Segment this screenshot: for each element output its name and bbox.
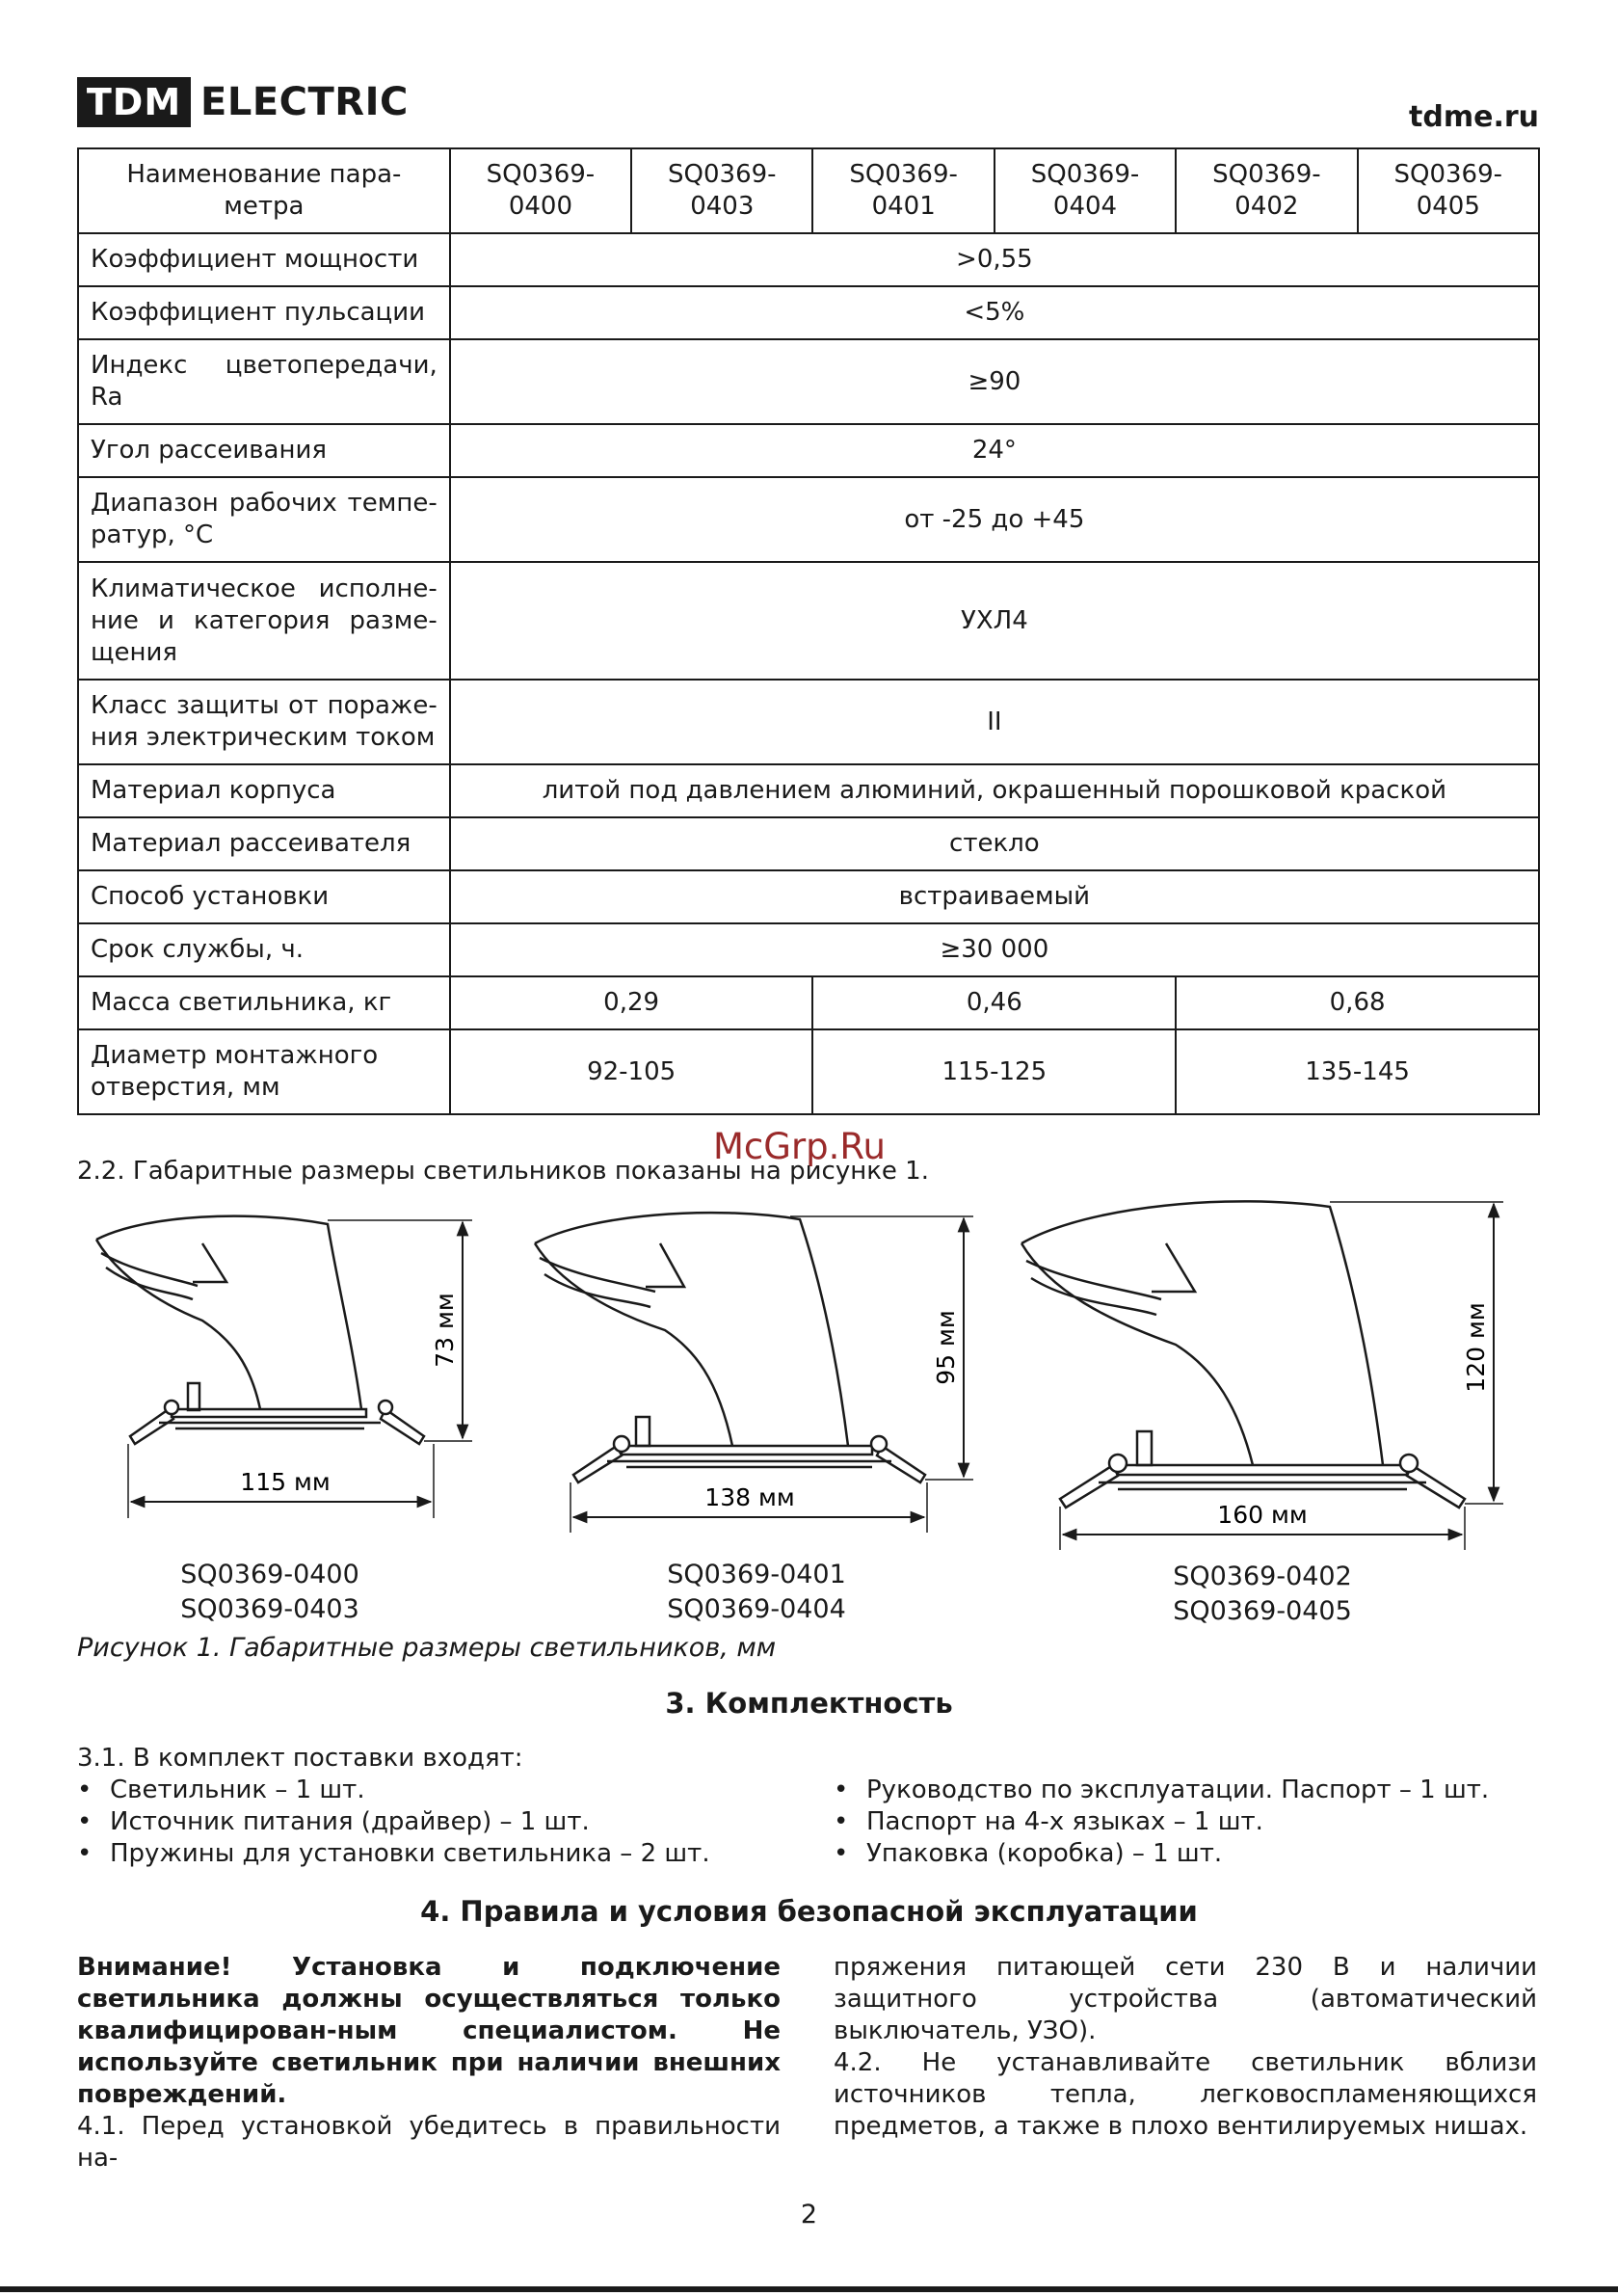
paragraph-4-1-end: пряжения питающей сети 230 В и наличии защитного устройства (автоматический выключатель, УЗО). — [834, 1953, 1537, 2045]
model-label: SQ0369-0405 — [1173, 1596, 1352, 1626]
paragraph-4-1-start: 4.1. Перед установкой убедитесь в правильности на- — [77, 2112, 781, 2173]
section-4-left-column — [77, 1952, 781, 2175]
table-row — [78, 923, 1539, 976]
param-cell: Срок службы, ч. — [78, 923, 450, 976]
value-cell: II — [450, 680, 1539, 764]
width-label-2: 138 мм — [704, 1483, 795, 1511]
param-cell: Класс защиты от пораже-ния электрическим током — [78, 680, 450, 764]
dimensions-figure — [0, 1186, 1618, 1610]
param-cell: Коэффициент мощности — [78, 233, 450, 286]
section-2-2-text: 2.2. Габаритные размеры светильников показаны на рисунке 1. — [77, 1157, 929, 1186]
value-cell: от -25 до +45 — [450, 477, 1539, 562]
header-cell-model: SQ0369- 0401 — [812, 148, 994, 233]
model-label: SQ0369-0402 — [1173, 1562, 1352, 1591]
paragraph-4-2: 4.2. Не устанавливайте светильник вблизи источников тепла, легковоспламеняющихся предметов, а также в плохо вентилируемых нишах. — [834, 2048, 1537, 2141]
figure-models-1 — [125, 1558, 414, 1627]
brand-logo-word: ELECTRIC — [200, 80, 409, 124]
table-row — [78, 424, 1539, 477]
table-row — [78, 477, 1539, 562]
model-label: SQ0369-0403 — [180, 1594, 359, 1624]
value-cell: ≥30 000 — [450, 923, 1539, 976]
bottom-rule — [0, 2286, 1618, 2292]
list-item: • Руководство по эксплуатации. Паспорт – 1 шт. — [834, 1775, 1489, 1806]
height-label-3: 120 мм — [1462, 1302, 1490, 1393]
table-row-mass — [78, 976, 1539, 1029]
figure-models-3 — [1118, 1560, 1407, 1629]
height-label-1: 73 мм — [431, 1293, 459, 1368]
param-cell: Коэффициент пульсации — [78, 286, 450, 339]
model-label: SQ0369-0401 — [667, 1560, 846, 1589]
value-cell: УХЛ4 — [450, 562, 1539, 680]
value-cell: 0,29 — [450, 976, 813, 1029]
param-cell: Диапазон рабочих темпе-ратур, °С — [78, 477, 450, 562]
site-url[interactable]: tdme.ru — [1409, 100, 1539, 134]
table-row-diameter — [78, 1029, 1539, 1114]
header-cell-model: SQ0369- 0403 — [631, 148, 812, 233]
lamp-drawing-1 — [96, 1216, 424, 1444]
list-item: • Источник питания (драйвер) – 1 шт. — [77, 1806, 710, 1838]
brand-logo-box: TDM — [77, 77, 191, 127]
header-cell-model: SQ0369- 0400 — [450, 148, 631, 233]
header-cell-param: Наименование пара-метра — [78, 148, 450, 233]
value-cell: ≥90 — [450, 339, 1539, 424]
list-item: • Светильник – 1 шт. — [77, 1775, 710, 1806]
section-3-title: 3. Комплектность — [665, 1687, 953, 1720]
model-label: SQ0369-0400 — [180, 1560, 359, 1589]
width-label-1: 115 мм — [240, 1468, 331, 1496]
table-row — [78, 286, 1539, 339]
param-cell: Индекс цветопередачи, Ra — [78, 339, 450, 424]
value-cell: встраиваемый — [450, 870, 1539, 923]
param-cell: Масса светильника, кг — [78, 976, 450, 1029]
table-row — [78, 870, 1539, 923]
param-cell: Материал корпуса — [78, 764, 450, 817]
value-cell: 0,68 — [1176, 976, 1539, 1029]
table-row — [78, 680, 1539, 764]
table-row — [78, 339, 1539, 424]
height-label-2: 95 мм — [932, 1310, 960, 1385]
lamp-drawing-2 — [535, 1213, 925, 1482]
spec-table — [77, 147, 1540, 1115]
kit-list-right — [834, 1775, 1489, 1870]
model-label: SQ0369-0404 — [667, 1594, 846, 1624]
table-header-row — [78, 148, 1539, 233]
section-4-title: 4. Правила и условия безопасной эксплуатации — [420, 1895, 1198, 1928]
value-cell: <5% — [450, 286, 1539, 339]
watermark: McGrp.Ru — [713, 1126, 886, 1167]
param-cell: Угол рассеивания — [78, 424, 450, 477]
kit-list-left — [77, 1775, 710, 1870]
page-number: 2 — [800, 2200, 818, 2229]
list-item: • Упаковка (коробка) – 1 шт. — [834, 1838, 1489, 1870]
section-4-right-column — [834, 1952, 1537, 2143]
value-cell: литой под давлением алюминий, окрашенный порошковой краской — [450, 764, 1539, 817]
value-cell: >0,55 — [450, 233, 1539, 286]
value-cell: 92-105 — [450, 1029, 813, 1114]
param-cell: Способ установки — [78, 870, 450, 923]
list-item: • Пружины для установки светильника – 2 шт. — [77, 1838, 710, 1870]
value-cell: 0,46 — [812, 976, 1176, 1029]
lamp-drawing-3 — [1021, 1201, 1465, 1508]
figure-caption: Рисунок 1. Габаритные размеры светильников, мм — [77, 1633, 777, 1663]
header-cell-model: SQ0369- 0404 — [995, 148, 1176, 233]
value-cell: 115-125 — [812, 1029, 1176, 1114]
table-row — [78, 817, 1539, 870]
table-row — [78, 562, 1539, 680]
header-cell-model: SQ0369- 0402 — [1176, 148, 1357, 233]
param-cell: Диаметр монтажного отверстия, мм — [78, 1029, 450, 1114]
figure-models-2 — [612, 1558, 901, 1627]
safety-warning: Внимание! Установка и подключение светильника должны осуществляться только квалифицирован-ным специалистом. Не используйте светильник при наличии внешних повреждений. — [77, 1953, 781, 2109]
value-cell: 24° — [450, 424, 1539, 477]
value-cell: 135-145 — [1176, 1029, 1539, 1114]
param-cell: Материал рассеивателя — [78, 817, 450, 870]
width-label-3: 160 мм — [1217, 1501, 1308, 1529]
value-cell: стекло — [450, 817, 1539, 870]
table-row — [78, 764, 1539, 817]
header-cell-model: SQ0369- 0405 — [1358, 148, 1539, 233]
table-row — [78, 233, 1539, 286]
list-item: • Паспорт на 4-х языках – 1 шт. — [834, 1806, 1489, 1838]
param-cell: Климатическое исполне-ние и категория разме-щения — [78, 562, 450, 680]
section-3-intro: 3.1. В комплект поставки входят: — [77, 1744, 523, 1773]
